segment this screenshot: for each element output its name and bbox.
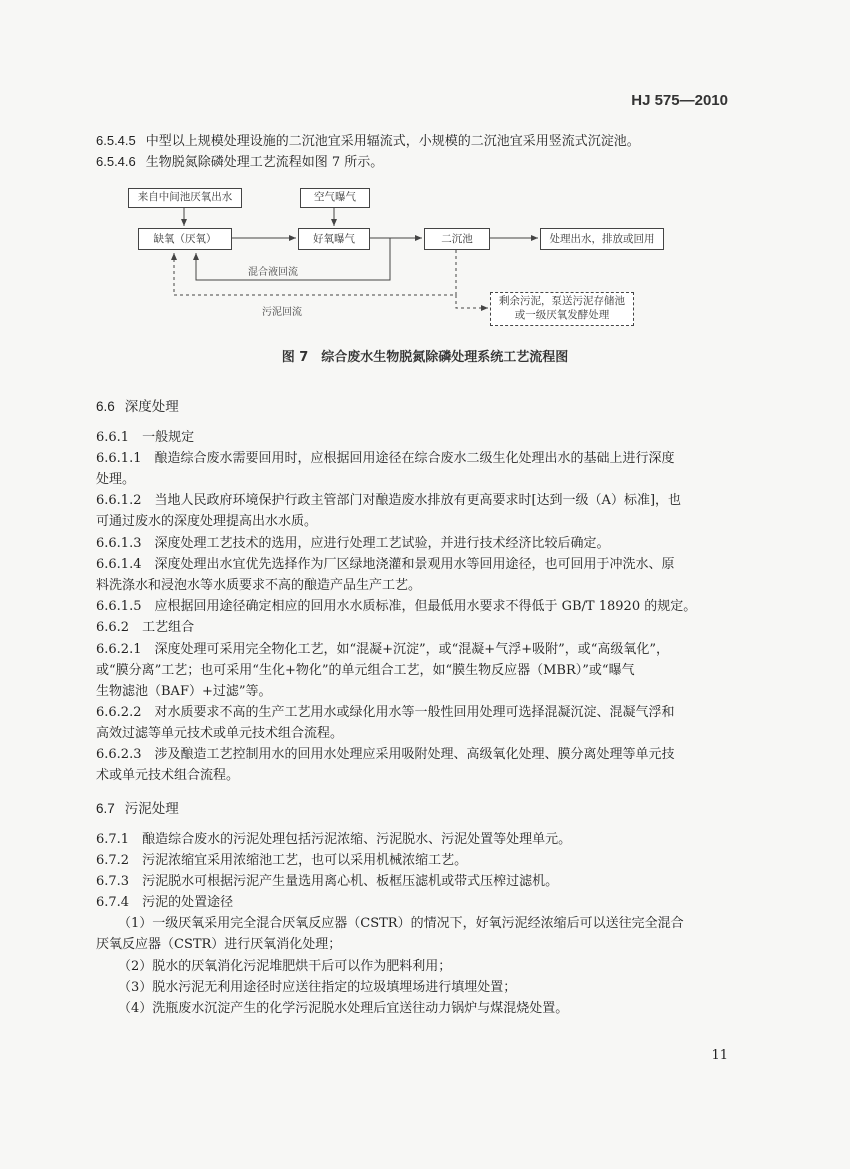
box-anoxic: 缺氧（厌氧） bbox=[138, 228, 232, 250]
label-mixed-liquor-return: 混合液回流 bbox=[248, 267, 298, 278]
section-heading-6-6 bbox=[96, 397, 736, 417]
text-line: 6.6.1.3 深度处理工艺技术的选用，应进行处理工艺试验，并进行技术经济比较后确定。 bbox=[96, 536, 610, 551]
text-line: 6.6.1.4 深度处理出水宜优先选择作为厂区绿地浇灌和景观用水等回用途径，也可回用于冲洗水、原 bbox=[96, 557, 675, 572]
list-item: （4）洗瓶废水沉淀产生的化学污泥脱水处理后宜送往动力锅炉与煤混烧处置。 bbox=[118, 1001, 569, 1016]
text-line: 6.6.2.3 涉及酿造工艺控制用水的回用水处理应采用吸附处理、高级氧化处理、膜分离处理等单元技 bbox=[96, 747, 675, 762]
text-line: 可通过废水的深度处理提高出水水质。 bbox=[96, 514, 318, 529]
page-number: 11 bbox=[711, 1048, 728, 1063]
text-line: 6.6.2 工艺组合 bbox=[96, 620, 195, 635]
text-line: 6.6.2.1 深度处理可采用完全物化工艺，如“混凝+沉淀”，或“混凝+气浮+吸附”，或“高级氧化”， bbox=[96, 642, 670, 657]
text-line: 6.7.1 酿造综合废水的污泥处理包括污泥浓缩、污泥脱水、污泥处置等处理单元。 bbox=[96, 832, 572, 847]
list-item: （1）一级厌氧采用完全混合厌氧反应器（CSTR）的情况下，好氧污泥经浓缩后可以送往完全混合 bbox=[118, 916, 684, 931]
section-number: 6.6 bbox=[96, 399, 115, 414]
box-excess-sludge bbox=[490, 292, 634, 326]
text-line: 处理。 bbox=[96, 472, 136, 487]
figure-caption: 图 7 综合废水生物脱氮除磷处理系统工艺流程图 bbox=[281, 350, 569, 365]
box-effluent: 处理出水，排放或回用 bbox=[540, 228, 664, 250]
text-line: 料洗涤水和浸泡水等水质要求不高的酿造产品生产工艺。 bbox=[96, 578, 422, 593]
text-line: 6.6.1.1 酿造综合废水需要回用时，应根据回用途径在综合废水二级生化处理出水的基础上进行深度 bbox=[96, 451, 675, 466]
text-line: 生物滤池（BAF）+过滤”等。 bbox=[96, 684, 272, 699]
text-line: 6.6.1.2 当地人民政府环境保护行政主管部门对酿造废水排放有更高要求时[达到一级（A）标准]，也 bbox=[96, 493, 682, 508]
list-item: （2）脱水的厌氧消化污泥堆肥烘干后可以作为肥料利用； bbox=[118, 959, 452, 974]
clause-number: 6.5.4.5 bbox=[96, 133, 136, 148]
section-heading-6-7 bbox=[96, 799, 736, 819]
text-line: 高效过滤等单元技术或单元技术组合流程。 bbox=[96, 726, 344, 741]
text-line: 6.6.1 一般规定 bbox=[96, 430, 195, 445]
text-line: 6.7.2 污泥浓缩宜采用浓缩池工艺，也可以采用机械浓缩工艺。 bbox=[96, 853, 468, 868]
box-aerobic: 好氧曝气 bbox=[298, 228, 370, 250]
text-line: 6.7.3 污泥脱水可根据污泥产生量选用离心机、板框压滤机或带式压榨过滤机。 bbox=[96, 874, 559, 889]
arrow-sludge-return bbox=[174, 250, 456, 295]
box-inflow: 来自中间池厌氧出水 bbox=[128, 188, 242, 208]
box-air-aeration: 空气曝气 bbox=[300, 188, 370, 208]
list-item-continuation: 厌氧反应器（CSTR）进行厌氧消化处理； bbox=[96, 937, 342, 952]
list-item: （3）脱水污泥无利用途径时应送往指定的垃圾填埋场进行填埋处置； bbox=[118, 980, 517, 995]
text-line: 6.6.1.5 应根据回用途径确定相应的回用水水质标准，但最低用水要求不得低于 GB/T 18920 的规定。 bbox=[96, 599, 697, 614]
section-title: 污泥处理 bbox=[124, 801, 179, 817]
section-title: 深度处理 bbox=[124, 399, 179, 415]
flow-diagram-connectors bbox=[0, 0, 850, 340]
text-line: 术或单元技术组合流程。 bbox=[96, 768, 240, 783]
text-line: 6.6.2.2 对水质要求不高的生产工艺用水或绿化用水等一般性回用处理可选择混凝沉淀、混凝气浮和 bbox=[96, 705, 675, 720]
arrow-excess-sludge bbox=[456, 295, 488, 308]
section-number: 6.7 bbox=[96, 801, 115, 816]
clause-number: 6.5.4.6 bbox=[96, 154, 136, 169]
text-line: 6.7.4 污泥的处置途径 bbox=[96, 895, 234, 910]
excess-sludge-line-1: 剩余污泥，泵送污泥存储池 bbox=[499, 295, 625, 307]
standard-code: HJ 575—2010 bbox=[631, 92, 728, 109]
box-clarifier: 二沉池 bbox=[424, 228, 490, 250]
text-line: 或“膜分离”工艺；也可采用“生化+物化”的单元组合工艺，如“膜生物反应器（MBR）”或“曝气 bbox=[96, 663, 635, 678]
excess-sludge-line-2: 或一级厌氧发酵处理 bbox=[514, 309, 610, 321]
clause-text: 中型以上规模处理设施的二沉池宜采用辐流式，小规模的二沉池宜采用竖流式沉淀池。 bbox=[145, 134, 640, 149]
label-sludge-return: 污泥回流 bbox=[262, 307, 302, 318]
clause-text: 生物脱氮除磷处理工艺流程如图 7 所示。 bbox=[145, 155, 384, 170]
